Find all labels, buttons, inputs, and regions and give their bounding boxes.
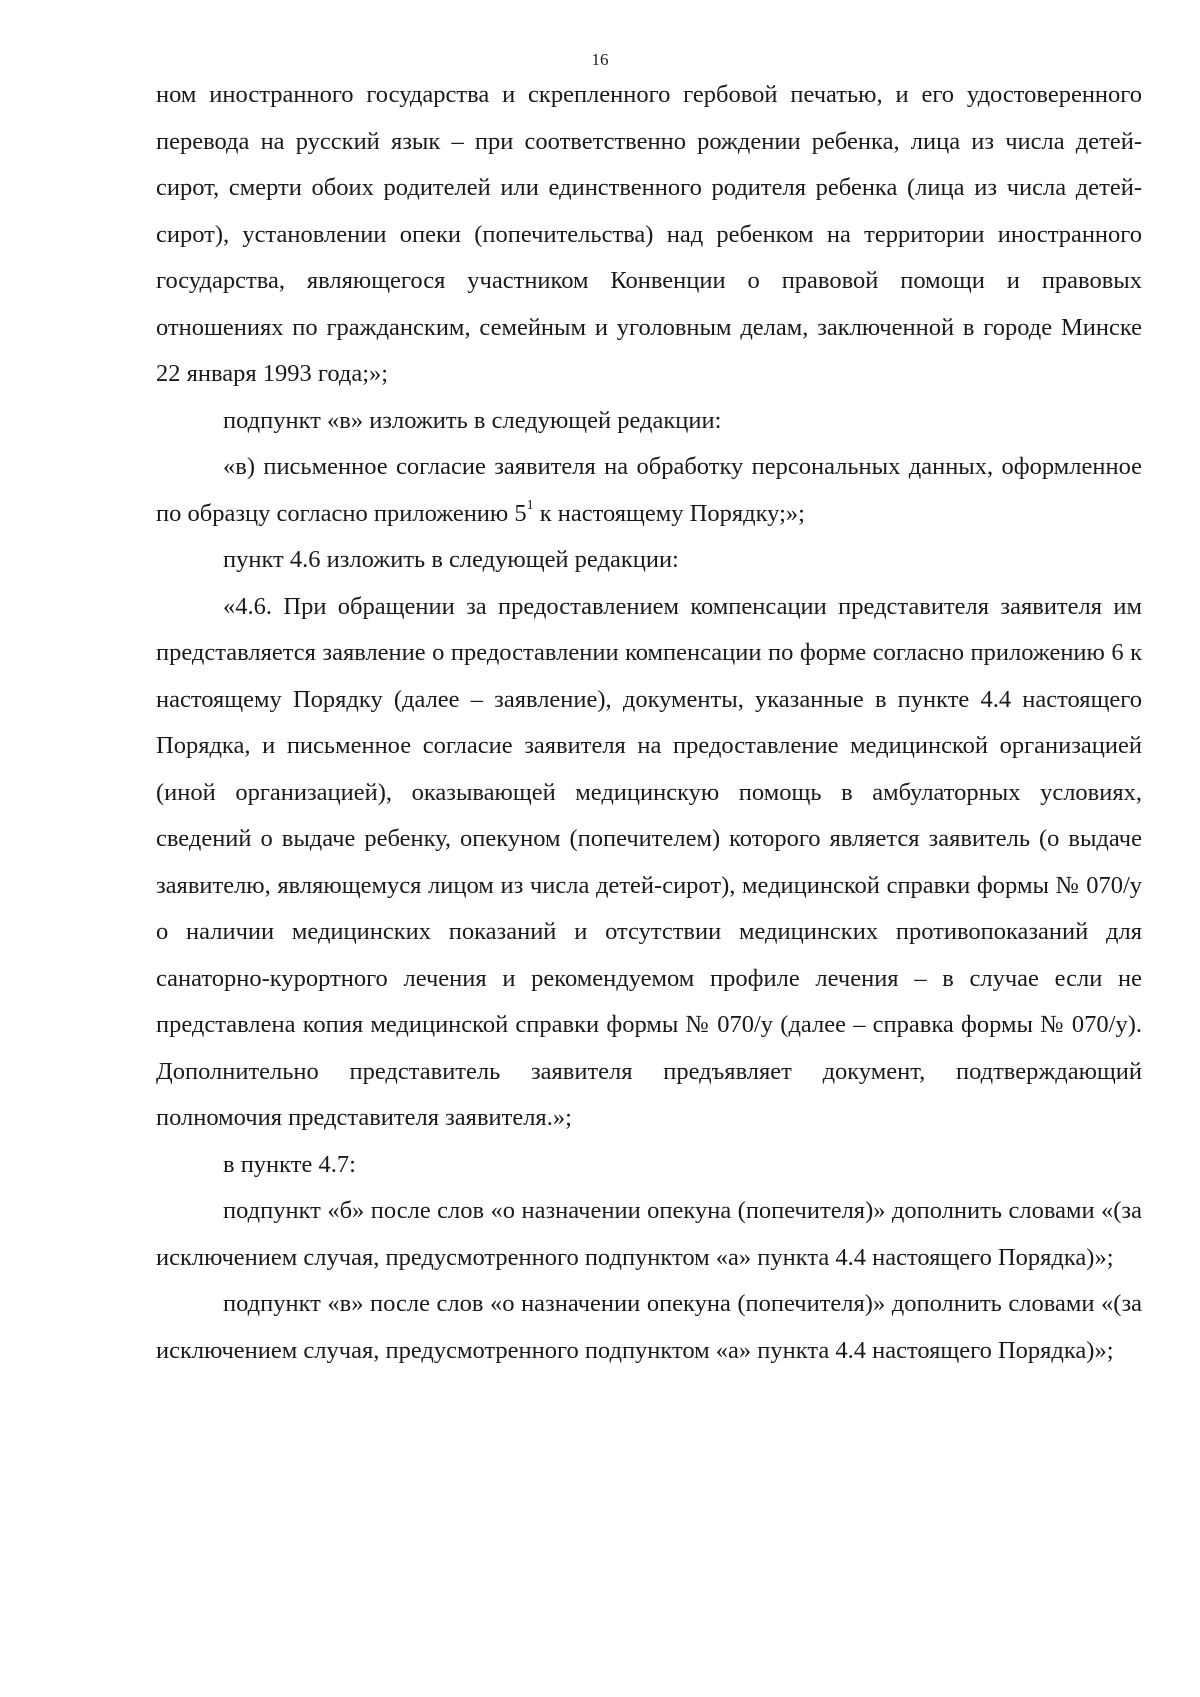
paragraph-point-4-7-heading: в пункте 4.7: (223, 1150, 356, 1178)
paragraph-subpoint-v-text (156, 444, 1142, 537)
paragraph-subpoint-v-heading: подпункт «в» изложить в следующей редакции: (223, 406, 722, 434)
paragraph-subpoint-b: подпункт «б» после слов «о назначении опекуна (попечителя)» дополнить словами «(за исключением случая, предусмотренного подпунктом «а» пункта 4.4 настоящего Порядка)»; (156, 1197, 1142, 1271)
paragraph-point-4-6-text: «4.6. При обращении за предоставлением компенсации представителя заявителя им представляется заявление о предоставлении компенсации по форме согласно приложению 6 к настоящему Порядку (далее – заявление), документы, указанные в пункте 4.4 настоящего Порядка, и письменное согласие заявителя на предоставление медицинской организацией (иной организацией), оказывающей медицинскую помощь в амбулаторных условиях, сведений о выдаче ребенку, опекуном (попечителем) которого является заявитель (о выдаче заявителю, являющемуся лицом из числа детей-сирот), медицинской справки формы № 070/у о наличии медицинских показаний и отсутствии медицинских противопоказаний для санаторно-курортного лечения и рекомендуемом профиле лечения – в случае если не представлена копия медицинской справки формы № 070/у (далее – справка формы № 070/у). Дополнительно представитель заявителя предъявляет документ, подтверждающий полномочия представителя заявителя.»; (156, 592, 1142, 1131)
superscript-index: 1 (526, 498, 534, 514)
paragraph-text-part: «в) письменное согласие заявителя на обработку персональных данных, оформленное по образцу согласно приложению 5 (156, 453, 1142, 527)
paragraph-subpoint-v: подпункт «в» после слов «о назначении опекуна (попечителя)» дополнить словами «(за исключением случая, предусмотренного подпунктом «а» пункта 4.4 настоящего Порядка)»; (156, 1290, 1142, 1364)
page-number: 16 (591, 50, 609, 69)
paragraph-continuation: ном иностранного государства и скрепленного гербовой печатью, и его удостоверенного перевода на русский язык – при соответственно рождении ребенка, лица из числа детей-сирот, смерти обоих родителей или единственного родителя ребенка (лица из числа детей-сирот), установлении опеки (попечительства) над ребенком на территории иностранного государства, являющегося участником Конвенции о правовой помощи и правовых отношениях по гражданским, семейным и уголовным делам, заключенной в городе Минске 22 января 1993 года;»; (156, 81, 1142, 387)
paragraph-text-part: к настоящему Порядку;»; (533, 499, 805, 527)
paragraph-point-4-6-heading: пункт 4.6 изложить в следующей редакции: (223, 546, 679, 573)
document-body (156, 72, 1142, 1374)
